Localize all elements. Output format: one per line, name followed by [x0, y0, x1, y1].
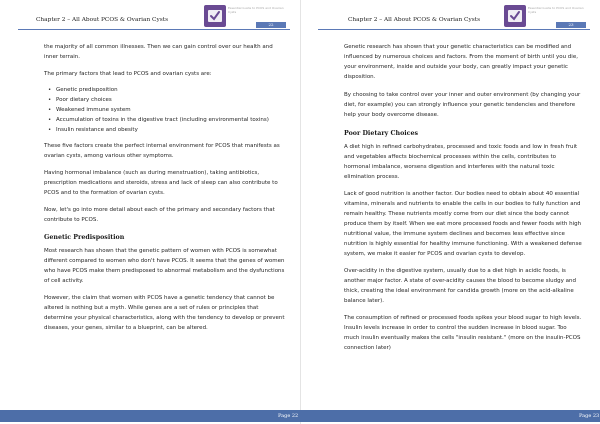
list-item: • Accumulation of toxins in the digestive tract (including environmental toxins) — [48, 117, 269, 123]
header-divider — [18, 29, 290, 30]
paragraph: By choosing to take control over your inner and outer environment (by changing your diet, for example) you can strongly influence your genetic tendencies and therefore help your body overcome disease. — [344, 92, 581, 118]
chapter-title: Chapter 2 – All About PCOS & Ovarian Cysts — [348, 17, 481, 23]
list-item: • Weakened immune system — [48, 107, 131, 113]
list-item: • Genetic predisposition — [48, 87, 118, 93]
page-number: Page 22 — [278, 413, 299, 419]
paragraph: Lack of good nutrition is another factor. Our bodies need to obtain about 40 essential vitamins, minerals and nutrients to enable the cells in our bodies to fully function and remain healthy. These nutrients mostly come from our diet since the body cannot produce them by itself. When we eat more processed foods and fewer foods with high nutritional value, the immune system declines and becomes less effective since nutrition is highly essential for healthy immune functioning. With a weakened defense system, we make it easier for PCOS and ovarian cysts to develop. — [344, 191, 582, 257]
paragraph: Over-acidity in the digestive system, usually due to a diet high in acidic foods, is another major factor. A state of over-acidity causes the blood to become sludgy and thick, creating the ideal environment for candida growth (more on the acid-alkaline balance later). — [344, 268, 576, 304]
paragraph: Most research has shown that the genetic pattern of women with PCOS is somewhat different compared to women who don't have PCOS. It seems that the genes of women who have PCOS make them predisposed to abnormal metabolism and the dysfunctions of cell activity. — [44, 248, 285, 284]
list-item: • Insulin resistance and obesity — [48, 127, 138, 133]
paragraph: Having hormonal imbalance (such as during menstruation), taking antibiotics, prescription medications and steroids, stress and lack of sleep can also contribute to PCOS and to the formation of ovarian cysts. — [44, 170, 278, 196]
factor-list — [44, 85, 288, 135]
check-book-logo-icon — [204, 5, 226, 27]
page-body — [44, 42, 288, 333]
page-footer — [0, 410, 300, 422]
page-body — [344, 42, 582, 353]
header-divider — [318, 29, 590, 30]
check-book-logo-icon — [504, 5, 526, 27]
header-page-badge: 23 — [556, 22, 586, 28]
header-tagline: Essential Guide to PCOS and Ovarian Cysts — [228, 6, 284, 15]
paragraph: The primary factors that lead to PCOS and ovarian cysts are: — [44, 71, 212, 77]
list-item: • Poor dietary choices — [48, 97, 112, 103]
paragraph: However, the claim that women with PCOS have a genetic tendency that cannot be altered is nothing but a myth. While genes are a set of rules or principles that determine your physical characteristics, along with the tendency to develop or prevent diseases, your genes, similar to a blueprint, can be altered. — [44, 295, 285, 331]
paragraph: Now, let's go into more detail about each of the primary and secondary factors that contribute to PCOS. — [44, 207, 275, 223]
paragraph: A diet high in refined carbohydrates, processed and toxic foods and low in fresh fruit and vegetables affects biochemical processes within the cells, contributes to hormonal imbalance, worsens digestion and interferes with the natural toxic elimination process. — [344, 144, 578, 180]
paragraph: Genetic research has shown that your genetic characteristics can be modified and influenced by numerous choices and factors. From the moment of birth until you die, your environment, inside and outside your body, can greatly impact your genetic disposition. — [344, 44, 578, 80]
section-heading: Genetic Predisposition — [44, 234, 125, 241]
paragraph: The consumption of refined or processed foods spikes your blood sugar to high levels. Insulin levels increase in order to control the sudden increase in blood sugar. Too much insulin eventually makes the cells "insulin resistant." (more on the insulin-PCOS connection later) — [344, 315, 582, 351]
section-heading: Poor Dietary Choices — [344, 130, 419, 137]
page-number: Page 23 — [579, 413, 600, 419]
header-tagline: Essential Guide to PCOS and Ovarian Cysts — [528, 6, 584, 15]
paragraph: the majority of all common illnesses. Then we can gain control over our health and inner terrain. — [44, 44, 273, 60]
header-page-badge: 22 — [256, 22, 286, 28]
paragraph: These five factors create the perfect internal environment for PCOS that manifests as ovarian cysts, among various other symptoms. — [44, 143, 280, 159]
right-page — [300, 0, 600, 424]
page-footer — [300, 410, 600, 422]
chapter-title: Chapter 2 – All About PCOS & Ovarian Cysts — [36, 17, 169, 23]
